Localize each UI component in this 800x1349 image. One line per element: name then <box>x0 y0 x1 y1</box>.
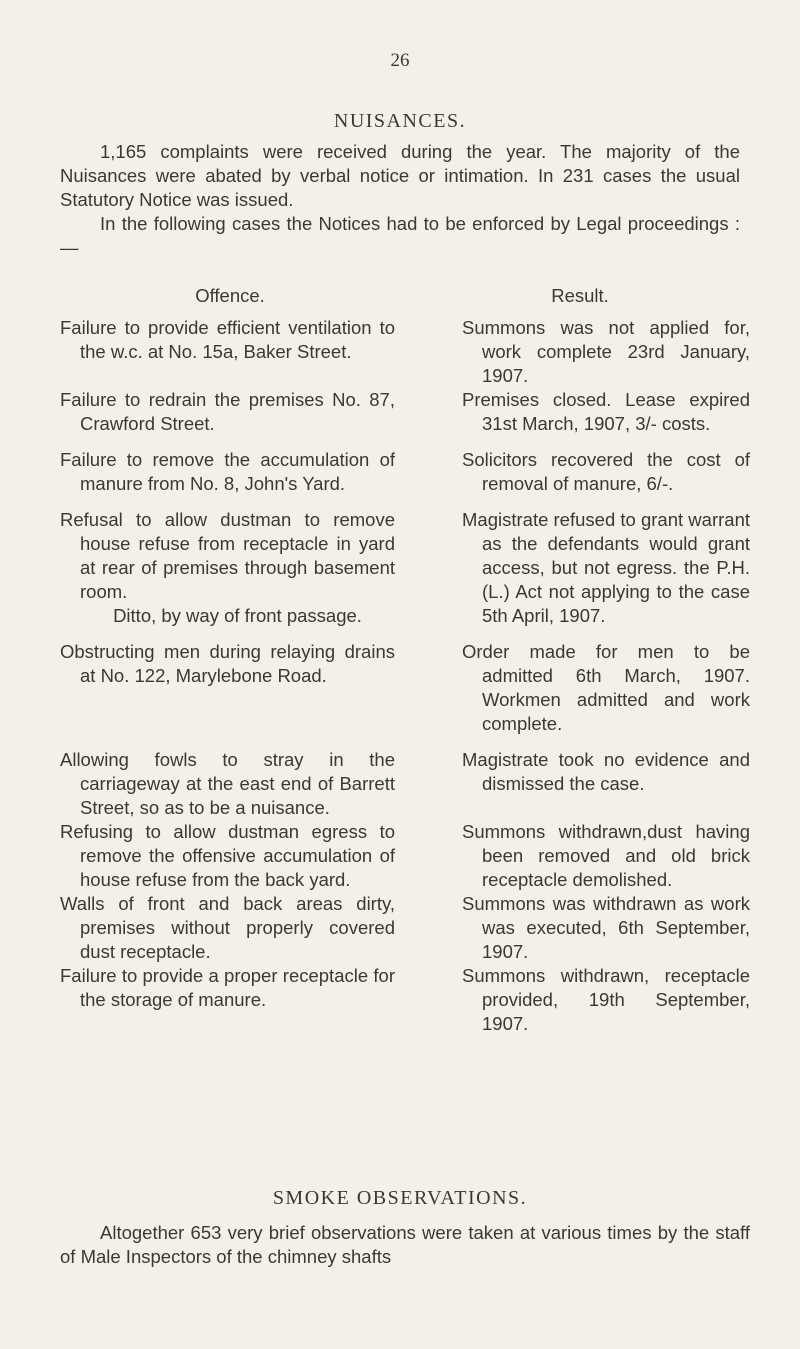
offence-cell: Refusing to allow dustman egress to remove the offensive accumulation of house refuse from the back yard. <box>60 821 395 890</box>
result-cell: Order made for men to be admitted 6th March, 1907. Workmen admitted and work complete. <box>462 641 750 734</box>
result-cell: Summons was not applied for, work complete 23rd January, 1907. <box>462 317 750 386</box>
result-cell: Summons withdrawn,dust having been removed and old brick receptacle demolished. <box>462 821 750 890</box>
section-title-nuisances: NUISANCES. <box>333 110 467 132</box>
smoke-text <box>60 1221 750 1269</box>
intro-text <box>60 140 740 260</box>
result-header: Result. <box>551 285 609 306</box>
offence-cell: Failure to provide efficient ventilation to the w.c. at No. 15a, Baker Street. <box>60 317 395 362</box>
table-row <box>60 964 750 1036</box>
offence-header: Offence. <box>195 285 265 306</box>
table-row <box>60 820 750 892</box>
result-cell: Premises closed. Lease expired 31st March, 1907, 3/- costs. <box>462 389 750 434</box>
table-row <box>60 748 750 820</box>
result-cell: Magistrate refused to grant warrant as the defendants would grant access, but not egress. the P.H. (L.) Act not applying to the case 5th April, 1907. <box>462 509 750 626</box>
offence-cell <box>60 508 395 628</box>
section-title-smoke: SMOKE OBSERVATIONS. <box>272 1187 528 1209</box>
result-cell: Summons withdrawn, receptacle provided, 19th September, 1907. <box>462 965 750 1034</box>
offence-text: Refusal to allow dustman to remove house refuse from receptacle in yard at rear of premises through basement room. <box>60 509 395 602</box>
table-row <box>60 448 750 496</box>
table-row <box>60 892 750 964</box>
offence-cell: Failure to redrain the premises No. 87, Crawford Street. <box>60 389 395 434</box>
result-cell: Solicitors recovered the cost of removal of manure, 6/-. <box>462 449 750 494</box>
intro-paragraph-2: In the following cases the Notices had to be enforced by Legal proceedings :— <box>60 213 740 258</box>
offence-cell: Failure to provide a proper receptacle for the storage of manure. <box>60 965 395 1010</box>
page-number: 26 <box>390 50 410 71</box>
table-row <box>60 640 750 736</box>
offence-cell: Obstructing men during relaying drains at No. 122, Marylebone Road. <box>60 641 395 686</box>
cases-table <box>60 284 750 1036</box>
offence-ditto: Ditto, by way of front passage. <box>113 605 362 626</box>
offence-cell: Walls of front and back areas dirty, premises without properly covered dust receptacle. <box>60 893 395 962</box>
offence-cell: Failure to remove the accumulation of manure from No. 8, John's Yard. <box>60 449 395 494</box>
result-cell: Magistrate took no evidence and dismissed the case. <box>462 749 750 794</box>
intro-paragraph-1: 1,165 complaints were received during the year. The majority of the Nuisances were abated by verbal notice or intimation. In 231 cases the usual Statutory Notice was issued. <box>60 141 740 210</box>
table-row <box>60 388 750 436</box>
smoke-paragraph: Altogether 653 very brief observations were taken at various times by the staff of Male Inspectors of the chimney shafts <box>60 1222 750 1267</box>
offence-cell: Allowing fowls to stray in the carriageway at the east end of Barrett Street, so as to be a nuisance. <box>60 749 395 818</box>
table-row <box>60 508 750 628</box>
table-header <box>60 284 750 308</box>
result-cell: Summons was withdrawn as work was executed, 6th September, 1907. <box>462 893 750 962</box>
table-row <box>60 316 750 388</box>
